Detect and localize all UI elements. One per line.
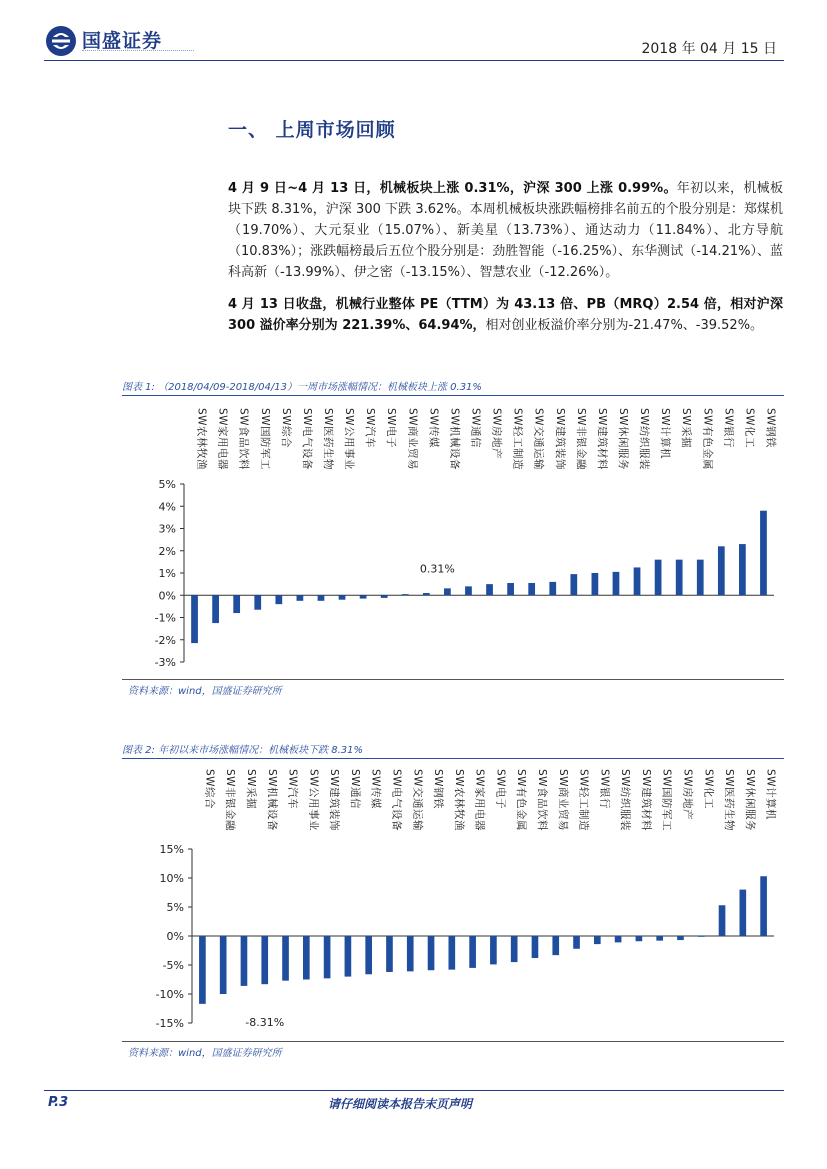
logo-text: 国盛证券 [82,30,163,52]
category-label: SW有色金属 [701,408,714,471]
category-label: SW家用电器 [216,408,229,471]
category-label: SW传媒 [369,769,382,810]
bar [592,573,599,595]
bar [381,595,388,598]
y-tick-label: -2% [154,633,176,647]
data-label: -8.31% [245,1016,285,1030]
category-label: SW综合 [279,408,292,449]
bar [360,595,367,598]
category-label: SW房地产 [490,408,503,460]
chart-weekly-returns [122,396,784,678]
bar [634,567,641,595]
figure-2-caption: 图表 2: 年初以来市场涨幅情况：机械板块下跌 8.31% [122,745,364,756]
category-label: SW电气设备 [300,408,313,471]
bar [448,936,455,970]
bar [698,936,705,937]
figure-1-source: 资料来源：wind，国盛证券研究所 [128,686,282,697]
y-tick-label: 5% [166,901,184,914]
bar [636,936,643,941]
category-label: SW休闲服务 [616,408,629,471]
page-number: P.3 [48,1095,69,1110]
bar [345,936,352,977]
bar [615,936,622,942]
category-label: SW非银金融 [224,769,237,832]
bar [570,574,577,595]
bar [760,511,767,596]
category-label: SW轻工制造 [511,408,524,471]
category-label: SW电子 [385,408,398,449]
bar [318,595,325,601]
category-label: SW国防军工 [258,408,271,471]
bar [339,595,346,599]
y-tick-label: 10% [159,872,184,885]
y-tick-label: -1% [154,611,176,625]
category-label: SW计算机 [764,769,777,821]
section-title: 一、 上周市场回顾 [228,119,396,141]
logo-icon [44,24,78,58]
paragraph-1-bold: 4 月 9 日~4 月 13 日，机械板块上涨 0.31%，沪深 300 上涨 0.99%。 [228,181,677,196]
report-date: 2018 年 04 月 15 日 [641,41,777,57]
bar [444,588,451,595]
bar [324,936,331,978]
bar [760,876,767,936]
category-label: SW汽车 [286,769,299,810]
category-label: SW机械设备 [448,408,461,471]
bar [261,936,268,984]
y-tick-label: -3% [154,656,176,669]
header-divider [44,60,784,61]
bar [297,595,304,601]
bar [677,936,684,940]
logo-subline [82,50,194,53]
bar [465,586,472,595]
category-label: SW房地产 [681,769,694,821]
bar [469,936,476,968]
bar [220,936,227,994]
category-label: SW食品饮料 [237,408,250,471]
bar [423,593,430,595]
category-label: SW纺织服装 [638,408,651,471]
bar [275,595,282,604]
y-tick-label: -15% [155,1017,184,1030]
category-label: SW农林牧渔 [452,769,465,832]
y-tick-label: -5% [162,959,184,972]
chart-ytd-returns [122,759,784,1039]
category-label: SW采掘 [244,769,257,810]
category-label: SW医药生物 [321,408,334,471]
category-label: SW公用事业 [343,408,356,471]
bar [697,560,704,596]
category-label: SW农林牧渔 [195,408,208,471]
bar [719,905,726,936]
category-label: SW银行 [722,408,735,449]
y-tick-label: 2% [158,544,176,558]
bar [486,584,493,595]
bar [552,936,559,955]
category-label: SW计算机 [659,408,672,460]
footer-disclaimer: 请仔细阅读本报告末页声明 [328,1097,473,1111]
category-label: SW医药生物 [723,769,736,832]
bar [428,936,435,970]
category-label: SW通信 [469,408,482,449]
y-tick-label: 5% [158,478,176,491]
category-label: SW交通运输 [532,408,545,471]
category-label: SW非银金融 [574,408,587,471]
bar [573,936,580,949]
bar [282,936,289,981]
category-label: SW电气设备 [390,769,403,832]
figure-2-source: 资料来源：wind，国盛证券研究所 [128,1048,282,1059]
y-tick-label: 3% [158,522,176,536]
category-label: SW采掘 [680,408,693,449]
category-label: SW食品饮料 [535,769,548,832]
category-label: SW交通运输 [411,769,424,832]
category-label: SW化工 [702,769,715,810]
y-tick-label: 4% [158,500,176,514]
bar [191,595,198,643]
bar [365,936,372,974]
data-label: 0.31% [419,562,455,576]
bar [303,936,310,980]
bar [199,936,206,1004]
bar [233,595,240,613]
figure-1-bottom-rule [122,679,784,680]
category-label: SW化工 [743,408,756,449]
company-logo [44,24,194,58]
paragraph-valuation [228,294,783,336]
category-label: SW纺织服装 [619,769,632,832]
paragraph-2-text: 相对创业板溢价率分别为-21.47%、-39.52%。 [485,318,764,333]
bar [718,546,725,595]
y-tick-label: 0% [158,589,176,603]
bar [655,560,662,596]
paragraph-2-bold: 4 月 13 日收盘，机械行业整体 PE（TTM）为 43.13 倍、PB（MRQ）2.54 倍，相对沪深 300 溢价率分别为 221.39%、64.94%， [228,297,783,333]
bar [241,936,248,986]
bar [549,582,556,595]
category-label: SW有色金属 [515,769,528,832]
category-label: SW建筑材料 [639,769,652,832]
category-label: SW商业贸易 [556,769,569,832]
bar [511,936,518,962]
category-label: SW商业贸易 [406,408,419,471]
bar [386,936,393,972]
category-label: SW国防军工 [660,769,673,832]
bar [613,572,620,595]
paragraph-weekly-review [228,178,783,283]
category-label: SW电子 [494,769,507,810]
category-label: SW建筑材料 [595,408,608,471]
y-tick-label: -10% [155,988,184,1001]
category-label: SW综合 [203,769,216,810]
category-label: SW汽车 [364,408,377,449]
footer-divider [44,1090,784,1091]
category-label: SW银行 [598,769,611,810]
bar [739,544,746,595]
category-label: SW休闲服务 [743,769,756,832]
category-label: SW机械设备 [265,769,278,832]
category-label: SW家用电器 [473,769,486,832]
bar [507,583,514,595]
bar [402,594,409,595]
bar [532,936,539,958]
figure-1-caption: 图表 1: （2018/04/09-2018/04/13）一周市场涨幅情况：机械板块上涨 0.31% [122,382,482,393]
figure-2-bottom-rule [122,1041,784,1042]
bar [407,936,414,971]
category-label: SW轻工制造 [577,769,590,832]
bar [254,595,261,609]
category-label: SW钢铁 [764,408,777,449]
bar [656,936,663,941]
category-label: SW建筑装饰 [328,769,341,832]
paragraph-1-text: 年初以来，机械板块下跌 8.31%，沪深 300 下跌 3.62%。本周机械板块涨跌幅榜排名前五的个股分别是：郑煤机（19.70%）、大元泵业（15.07%）、新美星（13.73%）、通达动力（11.84%）、北方导航（10.83%）；涨跌幅榜最后五位个股分别是：劲胜智能（-16.25%）、东华测试（-14.21%）、蓝科高新（-13.99%）、伊之密（-13.15%）、智慧农业（-12.26%）。 [228,181,783,280]
bar [490,936,497,964]
y-tick-label: 15% [159,843,184,856]
category-label: SW传媒 [427,408,440,449]
category-label: SW建筑装饰 [553,408,566,471]
y-tick-label: 0% [166,930,184,943]
bar [676,560,683,596]
bar [594,936,601,944]
bar [212,595,219,623]
category-label: SW通信 [348,769,361,810]
bar [528,583,535,595]
y-tick-label: 1% [158,567,176,580]
category-label: SW公用事业 [307,769,320,832]
category-label: SW钢铁 [432,769,445,810]
bar [739,890,746,936]
